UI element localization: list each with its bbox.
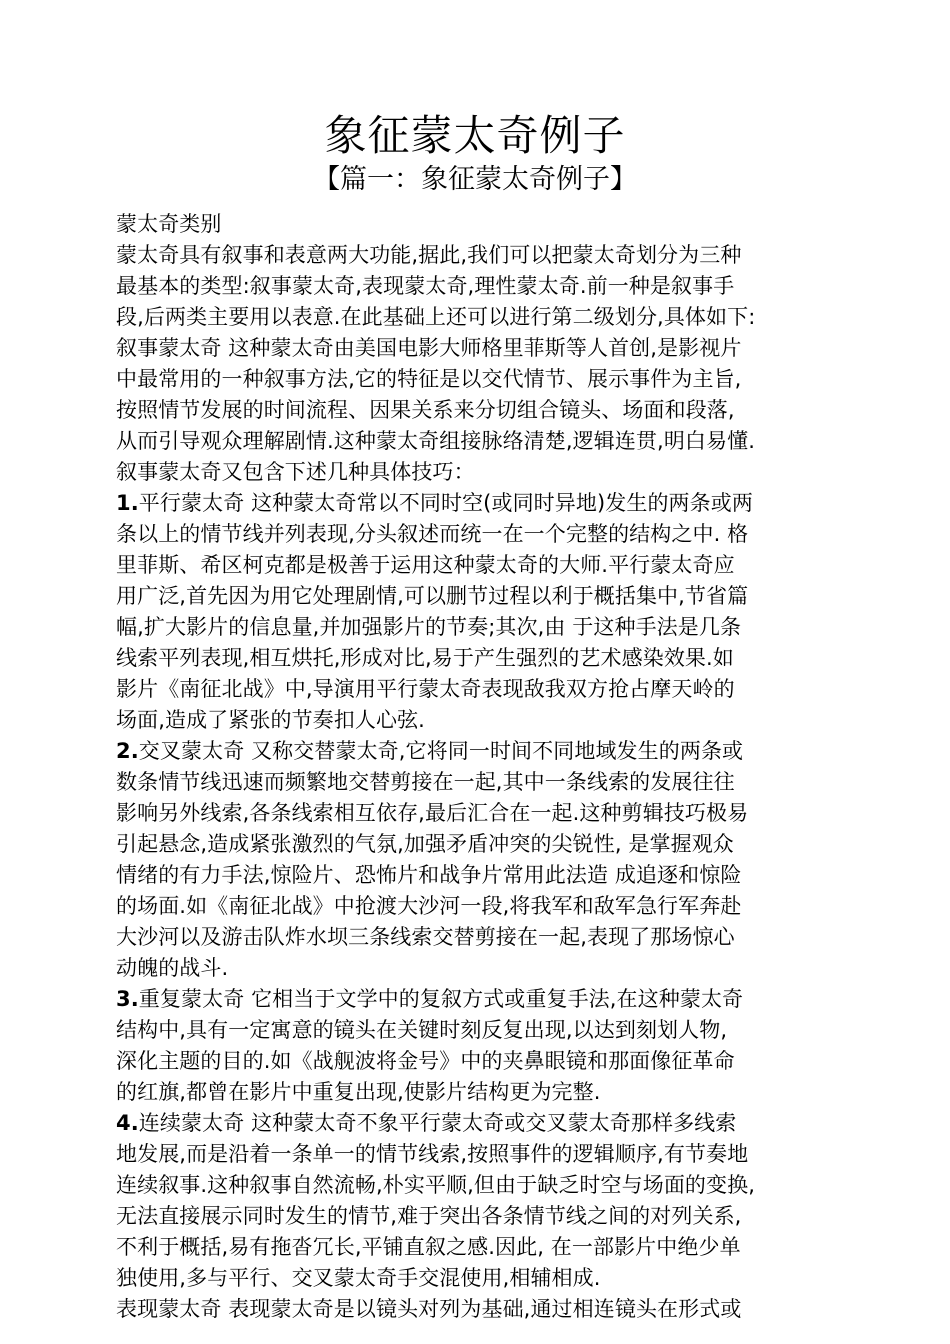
list-number: 2. [116, 739, 139, 763]
text-line [116, 1232, 846, 1263]
line-text: 场面,造成了紧张的节奏扣人心弦. [116, 708, 425, 732]
text-line [116, 1015, 846, 1046]
line-text: 蒙太奇具有叙事和表意两大功能,据此,我们可以把蒙太奇划分为三种 [116, 243, 742, 267]
line-text: 中最常用的一种叙事方法,它的特征是以交代情节、展示事件为主旨, [116, 367, 742, 391]
text-line [116, 612, 846, 643]
line-text: 重复蒙太奇 它相当于文学中的复叙方式或重复手法,在这种蒙太奇 [138, 987, 744, 1011]
document-subtitle: 【篇一：象征蒙太奇例子】 [313, 164, 637, 195]
line-text: 引起悬念,造成紧张激烈的气氛,加强矛盾冲突的尖锐性, 是掌握观众 [116, 832, 734, 856]
line-text: 条以上的情节线并列表现,分头叙述而统一在一个完整的结构之中. 格 [116, 522, 749, 546]
text-line [116, 891, 846, 922]
text-line [116, 1170, 846, 1201]
text-line [116, 953, 846, 984]
text-line [116, 643, 846, 674]
text-line [116, 395, 846, 426]
text-line [116, 767, 846, 798]
line-text: 幅,扩大影片的信息量,并加强影片的节奏;其次,由 于这种手法是几条 [116, 615, 742, 639]
list-number: 1. [116, 491, 139, 515]
line-text: 连续叙事.这种叙事自然流畅,朴实平顺,但由于缺乏时空与场面的变换, [116, 1173, 755, 1197]
text-line [116, 488, 846, 519]
line-text: 不利于概括,易有拖沓冗长,平铺直叙之感.因此, 在一部影片中绝少单 [116, 1235, 741, 1259]
line-text: 的红旗,都曾在影片中重复出现,使影片结构更为完整. [116, 1080, 601, 1104]
text-line [116, 271, 846, 302]
list-number: 4. [116, 1111, 139, 1135]
text-line [116, 1294, 846, 1325]
text-line [116, 333, 846, 364]
text-line [116, 581, 846, 612]
text-line [116, 240, 846, 271]
line-text: 蒙太奇类别 [116, 212, 222, 236]
line-text: 按照情节发展的时间流程、因果关系来分切组合镜头、场面和段落, [116, 398, 735, 422]
document-body [116, 209, 846, 1325]
text-line [116, 1077, 846, 1108]
line-text: 动魄的战斗. [116, 956, 229, 980]
line-text: 线索平列表现,相互烘托,形成对比,易于产生强烈的艺术感染效果.如 [116, 646, 734, 670]
text-line [116, 736, 846, 767]
text-line [116, 209, 846, 240]
line-text: 叙事蒙太奇又包含下述几种具体技巧： [116, 460, 475, 484]
text-line [116, 302, 846, 333]
text-line [116, 519, 846, 550]
text-line [116, 1139, 846, 1170]
text-line [116, 550, 846, 581]
text-line [116, 829, 846, 860]
text-line [116, 1263, 846, 1294]
line-text: 叙事蒙太奇 这种蒙太奇由美国电影大师格里菲斯等人首创,是影视片 [116, 336, 742, 360]
line-text: 影片《南征北战》中,导演用平行蒙太奇表现敌我双方抢占摩天岭的 [116, 677, 735, 701]
line-text: 深化主题的目的.如《战舰波将金号》中的夹鼻眼镜和那面像征革命 [116, 1049, 735, 1073]
line-text: 情绪的有力手法,惊险片、恐怖片和战争片常用此法造 成追逐和惊险 [116, 863, 742, 887]
line-text: 最基本的类型:叙事蒙太奇,表现蒙太奇,理性蒙太奇.前一种是叙事手 [116, 274, 735, 298]
line-text: 用广泛,首先因为用它处理剧情,可以删节过程以利于概括集中,节省篇 [116, 584, 749, 608]
text-line [116, 860, 846, 891]
text-line [116, 705, 846, 736]
line-text: 连续蒙太奇 这种蒙太奇不象平行蒙太奇或交叉蒙太奇那样多线索 [138, 1111, 737, 1135]
line-text: 影响另外线索,各条线索相互依存,最后汇合在一起.这种剪辑技巧极易 [116, 801, 749, 825]
line-text: 里菲斯、希区柯克都是极善于运用这种蒙太奇的大师.平行蒙太奇应 [116, 553, 735, 577]
line-text: 无法直接展示同时发生的情节,难于突出各条情节线之间的对列关系, [116, 1204, 742, 1228]
line-text: 平行蒙太奇 这种蒙太奇常以不同时空(或同时异地)发生的两条或两 [138, 491, 753, 515]
line-text: 交叉蒙太奇 又称交替蒙太奇,它将同一时间不同地域发生的两条或 [138, 739, 744, 763]
document-title: 象征蒙太奇例子 [324, 111, 626, 160]
line-text: 地发展,而是沿着一条单一的情节线索,按照事件的逻辑顺序,有节奏地 [116, 1142, 749, 1166]
text-line [116, 674, 846, 705]
text-line [116, 364, 846, 395]
line-text: 数条情节线迅速而频繁地交替剪接在一起,其中一条线索的发展往往 [116, 770, 735, 794]
text-line [116, 1201, 846, 1232]
text-line [116, 1046, 846, 1077]
line-text: 从而引导观众理解剧情.这种蒙太奇组接脉络清楚,逻辑连贯,明白易懂. [116, 429, 755, 453]
line-text: 段,后两类主要用以表意.在此基础上还可以进行第二级划分,具体如下: [116, 305, 756, 329]
text-line [116, 798, 846, 829]
list-number: 3. [116, 987, 139, 1011]
text-line [116, 1108, 846, 1139]
line-text: 独使用,多与平行、交叉蒙太奇手交混使用,相辅相成. [116, 1266, 601, 1290]
text-line [116, 984, 846, 1015]
text-line [116, 457, 846, 488]
line-text: 表现蒙太奇 表现蒙太奇是以镜头对列为基础,通过相连镜头在形式或 [116, 1297, 742, 1321]
line-text: 的场面.如《南征北战》中抢渡大沙河一段,将我军和敌军急行军奔赴 [116, 894, 742, 918]
text-line [116, 426, 846, 457]
line-text: 大沙河以及游击队炸水坝三条线索交替剪接在一起,表现了那场惊心 [116, 925, 735, 949]
text-line [116, 922, 846, 953]
line-text: 结构中,具有一定寓意的镜头在关键时刻反复出现,以达到刻划人物, [116, 1018, 728, 1042]
